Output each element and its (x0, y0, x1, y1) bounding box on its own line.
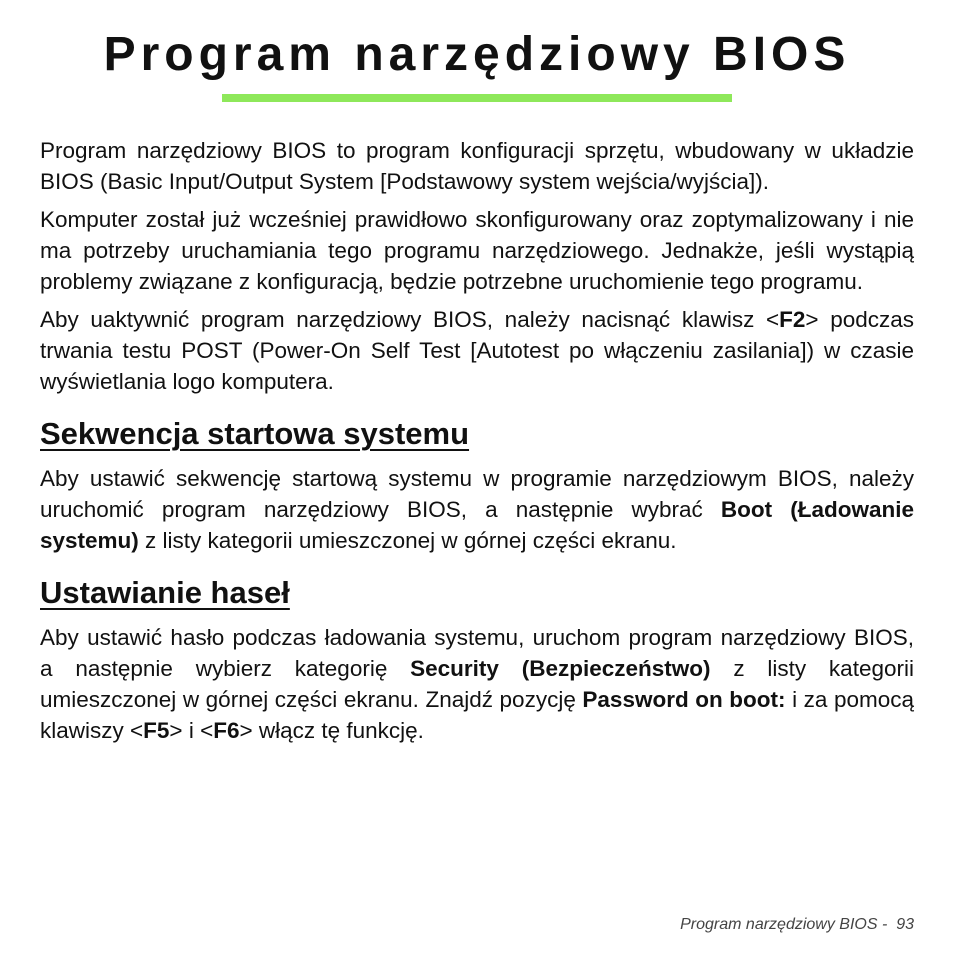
title-underline-rule (222, 94, 732, 102)
page-title: Program narzędziowy BIOS (103, 28, 851, 81)
boot-menu-name: Boot (Ładowanie systemu) (40, 497, 914, 553)
boot-text-before: Aby ustawić sekwencję startową systemu w programie narzędziowym BIOS, należy uruchomić program narzędziowy BIOS, a następnie wybrać (40, 466, 914, 522)
password-text-4: > i < (169, 718, 214, 743)
intro-paragraph-1: Program narzędziowy BIOS to program konfiguracji sprzętu, wbudowany w układzie BIOS (Basic Input/Output System [Podstawowy system wejścia/wyjścia]). (40, 138, 914, 194)
main-content (40, 135, 914, 753)
password-text-5: > włącz tę funkcję. (239, 718, 424, 743)
intro-p3-text-after: > podczas trwania testu POST (Power-On Self Test [Autotest po włączeniu zasilania]) w czasie wyświetlania logo komputera. (40, 307, 915, 394)
security-menu-name: Security (Bezpieczeństwo) (410, 656, 711, 681)
boot-section-paragraph (40, 463, 914, 556)
footer-label: Program narzędziowy BIOS - (680, 916, 888, 933)
page-number: 93 (896, 916, 914, 933)
password-section-paragraph (40, 622, 914, 746)
boot-text-after: z listy kategorii umieszczonej w górnej części ekranu. (138, 528, 677, 553)
intro-paragraph-2: Komputer został już wcześniej prawidłowo skonfigurowany oraz zoptymalizowany i nie ma potrzeby uruchamiania tego programu narzędziowego. Jednakże, jeśli wystąpią problemy związane z konfiguracją, będzie potrzebne uruchomienie tego programu. (40, 207, 914, 294)
intro-paragraph-3 (40, 304, 914, 397)
password-text-1: Aby ustawić hasło podczas ładowania systemu, uruchom program narzędziowy BIOS, a następnie wybierz kategorię (40, 625, 914, 681)
password-on-boot-option: Password on boot: (582, 687, 786, 712)
section-heading-passwords: Ustawianie haseł (40, 575, 290, 610)
password-text-2: z listy kategorii umieszczonej w górnej części ekranu. Znajdź pozycję (40, 656, 914, 712)
key-f6: F6 (213, 718, 240, 743)
intro-p3-text-before: Aby uaktywnić program narzędziowy BIOS, należy nacisnąć klawisz < (40, 307, 780, 332)
section-heading-boot-sequence: Sekwencja startowa systemu (40, 416, 470, 451)
key-f5: F5 (143, 718, 170, 743)
password-text-3: i za pomocą klawiszy < (40, 687, 915, 743)
key-f2: F2 (779, 307, 806, 332)
page-footer (680, 916, 914, 934)
